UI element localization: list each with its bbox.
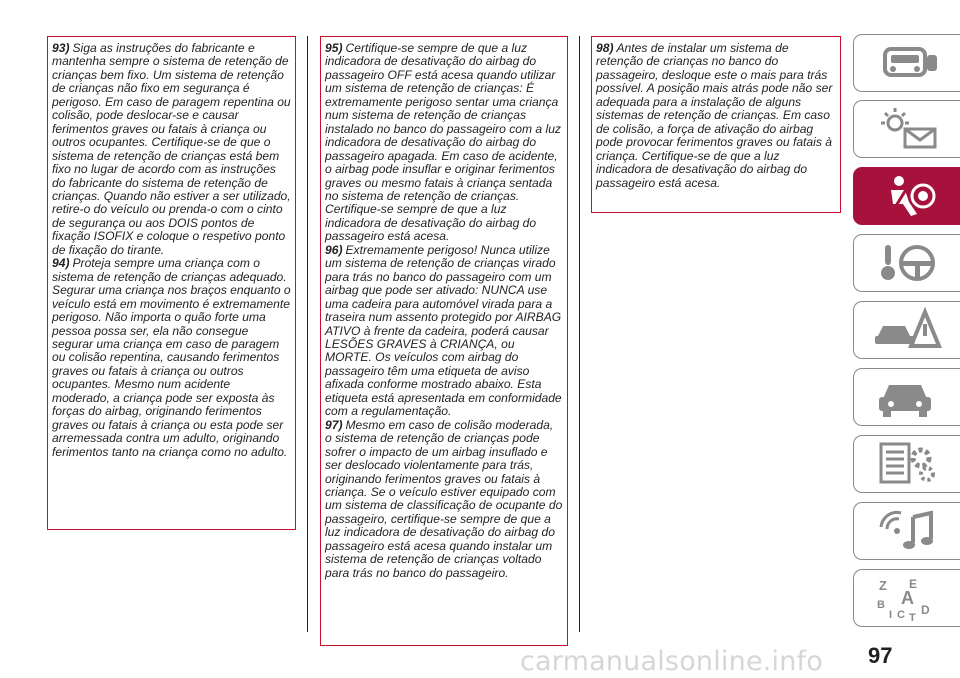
warning-lights-icon <box>871 105 943 153</box>
tab-index[interactable] <box>853 569 960 627</box>
tab-car-dashboard[interactable] <box>853 34 960 92</box>
warning-box-left <box>47 36 296 530</box>
technical-data-icon <box>871 440 943 488</box>
warning-box-right <box>591 36 841 213</box>
svg-text:A: A <box>901 588 914 608</box>
tab-starting-driving[interactable] <box>853 234 960 292</box>
car-maintenance-icon <box>871 373 943 421</box>
page-number: 97 <box>868 643 893 668</box>
tab-multimedia[interactable] <box>853 502 960 560</box>
svg-text:Z: Z <box>879 578 887 593</box>
svg-text:D: D <box>921 603 930 617</box>
alphabetical-index-icon <box>871 574 943 622</box>
column-divider <box>307 36 308 632</box>
note-98: 98) Antes de instalar um sistema de retenção de crianças no banco do passageiro, desloque este o mais para trás possível. A posição mais atrás pode não ser adequada para a instalação de alguns sistemas de retenção de crianças. Em caso de colisão, a força de ativação do airbag pode provocar ferimentos graves ou fatais à criança. Certifique-se de que a luz indicadora de desativação do airbag do passageiro está acesa. <box>596 41 833 190</box>
car-dashboard-icon <box>871 39 943 87</box>
column-divider <box>579 36 580 632</box>
note-95: 95) Certifique-se sempre de que a luz indicadora de desativação do airbag do passageiro OFF está acesa quando utilizar um sistema de retenção de crianças: É extremamente perigoso sentar uma criança num sistema de retenção de crianças instalado no banco do passageiro com a luz indicadora de desativação do airbag do passageiro apagada. Em caso de acidente, o airbag pode insuflar e originar ferimentos graves ou mesmo fatais à criança sentada no sistema de retenção de crianças. Certifique-se sempre de que a luz indicadora de desativação do airbag do passageiro está acesa. <box>325 41 561 244</box>
key-steering-wheel-icon <box>871 239 943 287</box>
svg-text:I: I <box>889 609 893 621</box>
note-96: 96) Extremamente perigoso! Nunca utilize um sistema de retenção de crianças virado para trás no banco do passageiro com um airbag que pode ser ativado: NUNCA use uma cadeira para automóvel virada para a traseira num assento protegido por AIRBAG ATIVO à frente da cadeira, poderá causar LESÕES GRAVES à CRIANÇA, ou MORTE. Os veículos com airbag do passageiro têm uma etiqueta de aviso afixada conforme mostrado abaixo. Esta etiqueta está apresentada em conformidade com a regulamentação. <box>325 242 562 419</box>
watermark: carmanualsonline.info <box>520 646 823 677</box>
warning-box-middle <box>320 36 568 646</box>
svg-text:E: E <box>909 577 918 591</box>
tab-safety[interactable] <box>853 167 960 225</box>
airbag-seatbelt-icon <box>871 172 943 220</box>
svg-text:T: T <box>909 612 916 622</box>
note-97: 97) Mesmo em caso de colisão moderada, o sistema de retenção de crianças pode sofrer o impacto de um airbag insuflado e ser deslocado violentamente para trás, originando ferimentos graves ou fatais à criança. Se o veículo estiver equipado com um sistema de classificação de ocupante do passageiro, certifique-se sempre de que a luz indicadora de desativação do airbag do passageiro está acesa quando instalar um sistema de retenção de crianças voltado para trás no banco do passageiro. <box>325 417 563 580</box>
car-breakdown-icon <box>871 306 943 354</box>
note-94: 94) Proteja sempre uma criança com o sistema de retenção de crianças adequado. Segurar uma criança nos braços enquanto o veículo está em movimento é extremamente perigoso. Não importa o quão forte uma pessoa possa ser, ela não consegue segurar uma criança em caso de paragem ou colisão repentina, causando ferimentos graves ou fatais à criança ou outros ocupantes. Mesmo num acidente moderado, a criança pode ser exposta às forças do airbag, originando ferimentos graves ou fatais à criança ou esta pode ser arremessada contra um adulto, originando ferimentos tanto na criança como no adulto. <box>52 256 291 459</box>
tab-emergency[interactable] <box>853 301 960 359</box>
tab-technical-data[interactable] <box>853 435 960 493</box>
tab-warning-lights[interactable] <box>853 100 960 158</box>
multimedia-icon <box>871 507 943 555</box>
svg-text:C: C <box>897 609 905 621</box>
tab-maintenance[interactable] <box>853 368 960 426</box>
note-93: 93) Siga as instruções do fabricante e mantenha sempre o sistema de retenção de crianças bem fixo. Um sistema de retenção de crianças não fixo em segurança é perigoso. Em caso de paragem repentina ou colisão, pode deslocar-se e causar ferimentos graves ou fatais à criança ou outros ocupantes. Certifique-se de que o sistema de retenção de crianças está bem fixo no lugar de acordo com as instruções do fabricante do sistema de retenção de crianças. Quando não estiver a ser utilizado, retire-o do veículo ou prenda-o com o cinto de segurança ou aos DOIS pontos de fixação ISOFIX e coloque o respetivo ponto de fixação do tirante. <box>52 41 291 257</box>
svg-text:B: B <box>877 599 885 611</box>
